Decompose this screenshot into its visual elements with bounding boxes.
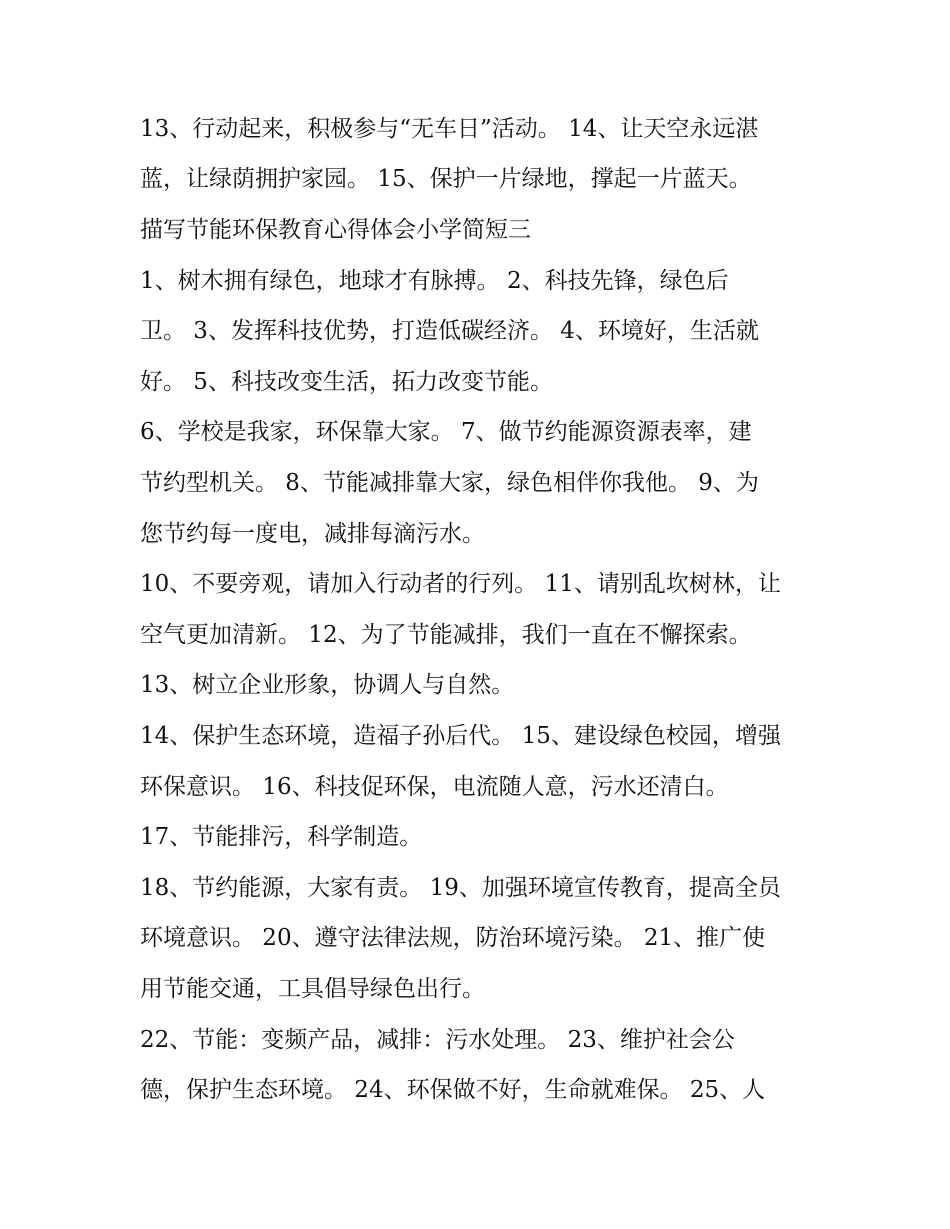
text-line: 德，保护生态环境。 24、环保做不好，生命就难保。 25、人	[140, 1077, 766, 1103]
text-line: 18、节约能源，大家有责。 19、加强环境宣传教育，提高全员	[140, 875, 781, 901]
text-line: 卫。 3、发挥科技优势，打造低碳经济。 4、环境好，生活就	[140, 318, 759, 344]
text-line: 蓝，让绿荫拥护家园。 15、保护一片绿地，撑起一片蓝天。	[140, 166, 752, 192]
text-line: 22、节能：变频产品，减排：污水处理。 23、维护社会公	[140, 1027, 735, 1053]
text-line: 节约型机关。 8、节能减排靠大家，绿色相伴你我他。 9、为	[140, 470, 759, 496]
text-line: 10、不要旁观，请加入行动者的行列。 11、请别乱坎树林，让	[140, 571, 781, 597]
text-line: 1、树木拥有绿色，地球才有脉搏。 2、科技先锋，绿色后	[140, 268, 729, 294]
text-line: 6、学校是我家，环保靠大家。 7、做节约能源资源表率，建	[140, 419, 752, 445]
section-heading: 描写节能环保教育心得体会小学简短三	[140, 217, 531, 243]
text-line: 环境意识。 20、遵守法律法规，防治环境污染。 21、推广使	[140, 925, 766, 951]
text-line: 用节能交通，工具倡导绿色出行。	[140, 976, 485, 1002]
text-line: 14、保护生态环境，造福子孙后代。 15、建设绿色校园，增强	[140, 723, 781, 749]
text-line: 13、树立企业形象，协调人与自然。	[140, 672, 515, 698]
text-line: 13、行动起来，积极参与“无车日”活动。 14、让天空永远湛	[140, 116, 759, 142]
text-line: 空气更加清新。 12、为了节能减排，我们一直在不懈探索。	[140, 622, 752, 648]
text-line: 好。 5、科技改变生活，拓力改变节能。	[140, 369, 553, 395]
text-line: 环保意识。 16、科技促环保，电流随人意，污水还清白。	[140, 774, 729, 800]
text-line: 17、节能排污，科学制造。	[140, 824, 423, 850]
text-line: 您节约每一度电，减排每滴污水。	[140, 521, 485, 547]
